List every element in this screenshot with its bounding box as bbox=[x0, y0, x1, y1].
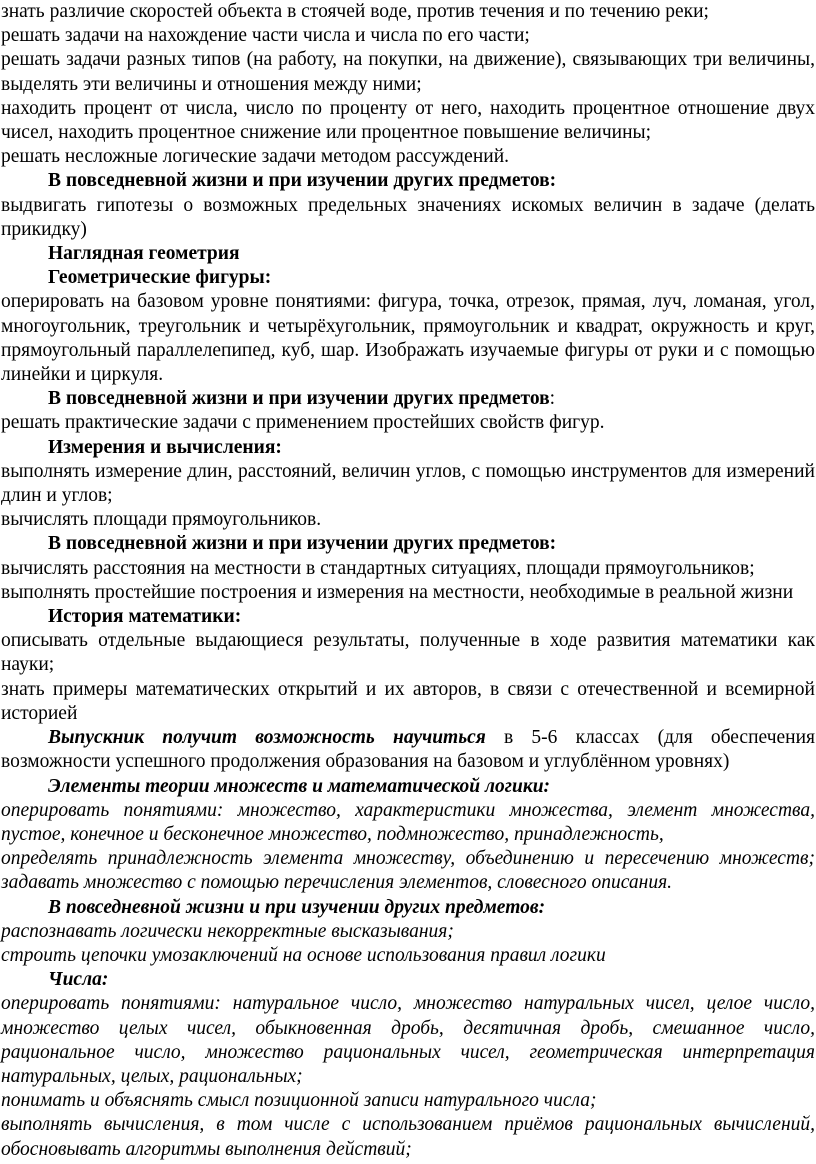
paragraph: знать различие скоростей объекта в стоячей воде, против течения и по течению реки; bbox=[1, 1, 709, 22]
paragraph: описывать отдельные выдающиеся результаты, полученные в ходе развития математики как науки; bbox=[1, 630, 815, 676]
paragraph: вычислять расстояния на местности в стандартных ситуациях, площади прямоугольников; bbox=[1, 557, 755, 579]
paragraph: оперировать понятиями: натуральное число, множество натуральных чисел, целое число, множество целых чисел, обыкновенная дробь, десятичная дробь, смешанное число, рациональное число, множество рациональных чисел, геометрическая интерпретация натуральных, целых, рациональных; bbox=[1, 993, 815, 1087]
paragraph: выполнять простейшие построения и измерения на местности, необходимые в реальной жизни bbox=[1, 581, 794, 603]
paragraph: вычислять площади прямоугольников. bbox=[1, 509, 322, 531]
paragraph: оперировать на базовом уровне понятиями: фигура, точка, отрезок, прямая, луч, ломаная, угол, многоугольник, треугольник и четырёхугольник, прямоугольник и квадрат, окружность и круг, прямоугольный параллелепипед, куб, шар. Изображать изучаемые фигуры от руки и с помощью линейки и циркуля. bbox=[1, 291, 815, 386]
paragraph: выдвигать гипотезы о возможных предельных значениях искомых величин в задаче (делать прикидку) bbox=[1, 194, 815, 240]
lead-emphasis: Выпускник получит возможность научиться bbox=[48, 727, 486, 749]
lead-text: в 5-6 классах (для обеспечения возможности успешного продолжения образования на базовом и углублённом уровнях) bbox=[1, 727, 815, 773]
section-heading: В повседневной жизни и при изучении других предметов: bbox=[48, 170, 557, 192]
paragraph: решать задачи на нахождение части числа и числа по его части; bbox=[1, 25, 530, 47]
section-heading: В повседневной жизни и при изучении других предметов: bbox=[48, 533, 557, 555]
section-heading: История математики: bbox=[48, 606, 242, 628]
paragraph: решать несложные логические задачи методом рассуждений. bbox=[1, 146, 509, 168]
section-heading: Элементы теории множеств и математической логики: bbox=[48, 775, 551, 797]
paragraph bbox=[1, 726, 815, 774]
section-heading: В повседневной жизни и при изучении других предметов: bbox=[48, 896, 546, 918]
heading-colon: : bbox=[549, 388, 556, 410]
section-heading bbox=[1, 387, 815, 411]
paragraph: решать задачи разных типов (на работу, на покупки, на движение), связывающих три величины, выделять эти величины и отношения между ними; bbox=[1, 49, 815, 95]
paragraph: распознавать логически некорректные высказывания; bbox=[1, 920, 454, 942]
paragraph: выполнять измерение длин, расстояний, величин углов, с помощью инструментов для измерений длин и углов; bbox=[1, 460, 815, 507]
heading-text: В повседневной жизни и при изучении других предметов bbox=[48, 388, 550, 410]
section-heading: Измерения и вычисления: bbox=[48, 436, 282, 458]
section-heading: Наглядная геометрия bbox=[48, 243, 240, 265]
paragraph: выполнять вычисления, в том числе с использованием приёмов рациональных вычислений, обосновывать алгоритмы выполнения действий; bbox=[1, 1114, 815, 1160]
paragraph: определять принадлежность элемента множеству, объединению и пересечению множеств; задавать множество с помощью перечисления элементов, словесного описания. bbox=[1, 848, 815, 894]
paragraph: понимать и объяснять смысл позиционной записи натурального числа; bbox=[1, 1090, 597, 1112]
paragraph: оперировать понятиями: множество, характеристики множества, элемент множества, пустое, конечное и бесконечное множество, подмножество, принадлежность, bbox=[1, 799, 815, 845]
paragraph: знать примеры математических открытий и их авторов, в связи с отечественной и всемирной историей bbox=[1, 678, 815, 724]
paragraph: строить цепочки умозаключений на основе использования правил логики bbox=[1, 944, 606, 966]
paragraph: находить процент от числа, число по проценту от него, находить процентное отношение двух чисел, находить процентное снижение или процентное повышение величины; bbox=[1, 97, 815, 144]
section-heading: Геометрические фигуры: bbox=[48, 267, 272, 289]
paragraph: решать практические задачи с применением простейших свойств фигур. bbox=[1, 412, 605, 434]
section-heading: Числа: bbox=[48, 969, 109, 991]
